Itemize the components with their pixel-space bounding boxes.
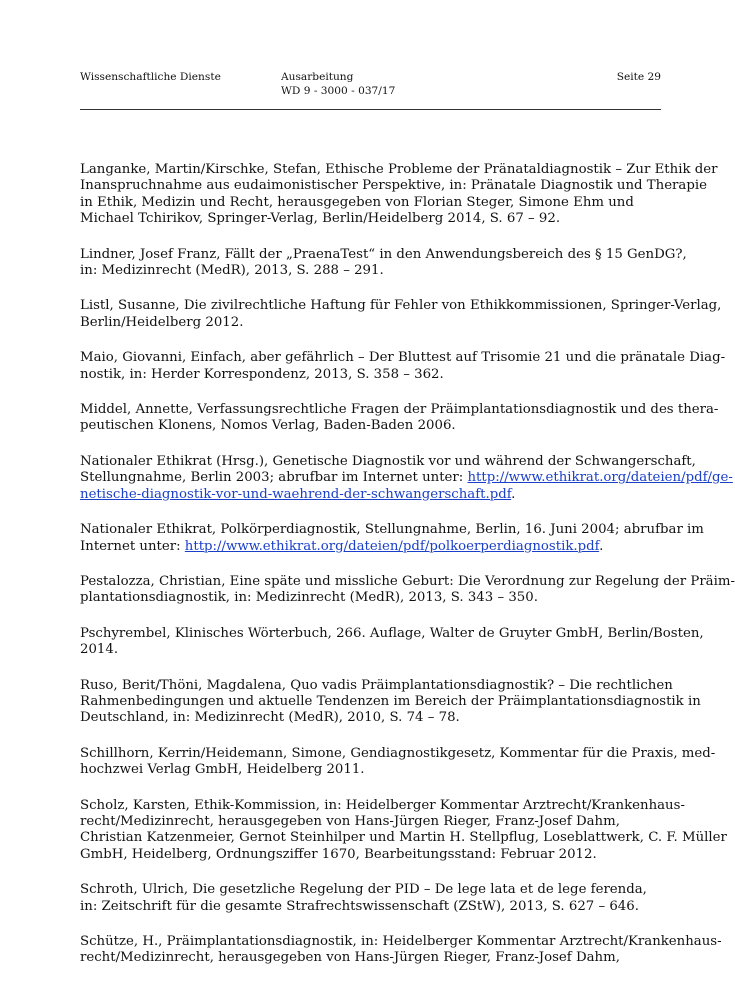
reference-line: in Ethik, Medizin und Recht, herausgegeben von Florian Steger, Simone Ehm und	[80, 194, 634, 210]
reference-line: Inanspruchnahme aus eudaimonistischer Perspektive, in: Pränatale Diagnostik und Therapie	[80, 178, 707, 194]
reference-entry	[80, 453, 733, 503]
reference-line: peutischen Klonens, Nomos Verlag, Baden-Baden 2006.	[80, 418, 456, 434]
reference-entry	[80, 745, 716, 779]
ethikrat-genetische-diagnostik-link[interactable]: http://www.ethikrat.org/dateien/pdf/ge-	[467, 470, 733, 486]
reference-line: Michael Tchirikov, Springer-Verlag, Berlin/Heidelberg 2014, S. 67 – 92.	[80, 211, 561, 227]
bibliography-list	[80, 162, 735, 986]
reference-line: Scholz, Karsten, Ethik-Kommission, in: Heidelberger Kommentar Arztrecht/Krankenhaus-	[80, 797, 685, 813]
reference-tail: .	[511, 486, 516, 502]
reference-entry	[80, 677, 701, 727]
reference-line: GmbH, Heidelberg, Ordnungsziffer 1670, Bearbeitungsstand: Februar 2012.	[80, 846, 597, 862]
reference-entry	[80, 350, 726, 383]
reference-entry	[80, 797, 727, 864]
reference-entry	[80, 298, 722, 331]
reference-line: Middel, Annette, Verfassungsrechtliche Fragen der Präimplantationsdiagnostik und des thera-	[80, 402, 719, 418]
header-document-info	[281, 70, 395, 98]
reference-line: Nationaler Ethikrat, Polkörperdiagnostik, Stellungnahme, Berlin, 16. Juni 2004; abrufbar im	[80, 522, 704, 538]
ethikrat-genetische-diagnostik-link-continued[interactable]: netische-diagnostik-vor-und-waehrend-der-schwangerschaft.pdf	[80, 486, 512, 502]
header-department: Wissenschaftliche Dienste	[80, 71, 221, 83]
reference-line: hochzwei Verlag GmbH, Heidelberg 2011.	[80, 762, 365, 778]
reference-line: Schütze, H., Präimplantationsdiagnostik, in: Heidelberger Kommentar Arztrecht/Krankenhaus-	[80, 934, 722, 949]
header-document-type: Ausarbeitung	[281, 71, 354, 83]
reference-line	[80, 470, 733, 486]
reference-line: Lindner, Josef Franz, Fällt der „PraenaTest“ in den Anwendungsbereich des § 15 GenDG?,	[80, 246, 687, 262]
page-number: Seite 29	[616, 71, 661, 83]
reference-line: in: Medizinrecht (MedR), 2013, S. 288 – 291.	[80, 263, 384, 279]
header-document-number: WD 9 - 3000 - 037/17	[281, 85, 396, 97]
reference-line: recht/Medizinrecht, herausgegeben von Hans-Jürgen Rieger, Franz-Josef Dahm,	[80, 813, 620, 829]
reference-line: Pschyrembel, Klinisches Wörterbuch, 266. Auflage, Walter de Gruyter GmbH, Berlin/Bosten,	[80, 625, 704, 641]
reference-entry	[80, 934, 722, 967]
reference-line: Schroth, Ulrich, Die gesetzliche Regelung der PID – De lege lata et de lege ferenda,	[80, 882, 647, 898]
reference-text: Internet unter:	[80, 538, 185, 554]
reference-line: Pestalozza, Christian, Eine späte und missliche Geburt: Die Verordnung zur Regelung der Präim-	[80, 573, 735, 589]
reference-line: recht/Medizinrecht, herausgegeben von Hans-Jürgen Rieger, Franz-Josef Dahm,	[80, 950, 620, 966]
reference-line: Nationaler Ethikrat (Hrsg.), Genetische Diagnostik vor und während der Schwangerschaft,	[80, 453, 696, 469]
reference-line: nostik, in: Herder Korrespondenz, 2013, S. 358 – 362.	[80, 366, 444, 382]
reference-line: Rahmenbedingungen und aktuelle Tendenzen im Bereich der Präimplantationsdiagnostik in	[80, 693, 701, 709]
reference-entry	[80, 162, 718, 228]
reference-line: Schillhorn, Kerrin/Heidemann, Simone, Gendiagnostikgesetz, Kommentar für die Praxis, med-	[80, 745, 716, 761]
reference-line	[80, 487, 661, 503]
page-header	[80, 70, 661, 114]
reference-line: plantationsdiagnostik, in: Medizinrecht (MedR), 2013, S. 343 – 350.	[80, 590, 538, 606]
reference-entry	[80, 625, 704, 659]
reference-line: Berlin/Heidelberg 2012.	[80, 314, 244, 330]
reference-entry	[80, 246, 687, 280]
header-divider	[80, 109, 661, 110]
reference-line: in: Zeitschrift für die gesamte Strafrechtswissenschaft (ZStW), 2013, S. 627 – 646.	[80, 898, 639, 914]
reference-entry	[80, 402, 719, 435]
ethikrat-polkoerperdiagnostik-link[interactable]: http://www.ethikrat.org/dateien/pdf/polkoerperdiagnostik.pdf	[184, 538, 600, 554]
reference-entry	[80, 522, 704, 555]
reference-entry	[80, 882, 661, 915]
reference-entry	[80, 573, 735, 607]
reference-line: 2014.	[80, 642, 119, 658]
reference-line: Deutschland, in: Medizinrecht (MedR), 2010, S. 74 – 78.	[80, 710, 460, 726]
reference-line: Langanke, Martin/Kirschke, Stefan, Ethische Probleme der Pränataldiagnostik – Zur Ethik der	[80, 162, 718, 177]
reference-tail: .	[599, 538, 604, 554]
reference-line: Christian Katzenmeier, Gernot Steinhilper und Martin H. Stellpflug, Loseblattwerk, C. F. Müller	[80, 830, 727, 846]
reference-line: Ruso, Berit/Thöni, Magdalena, Quo vadis Präimplantationsdiagnostik? – Die rechtlichen	[80, 677, 673, 693]
reference-line: Listl, Susanne, Die zivilrechtliche Haftung für Fehler von Ethikkommissionen, Springer-Verlag,	[80, 298, 722, 314]
reference-text: Stellungnahme, Berlin 2003; abrufbar im Internet unter:	[80, 470, 468, 486]
reference-line	[80, 539, 661, 555]
reference-line: Maio, Giovanni, Einfach, aber gefährlich – Der Bluttest auf Trisomie 21 und die pränatale Diag-	[80, 350, 726, 366]
